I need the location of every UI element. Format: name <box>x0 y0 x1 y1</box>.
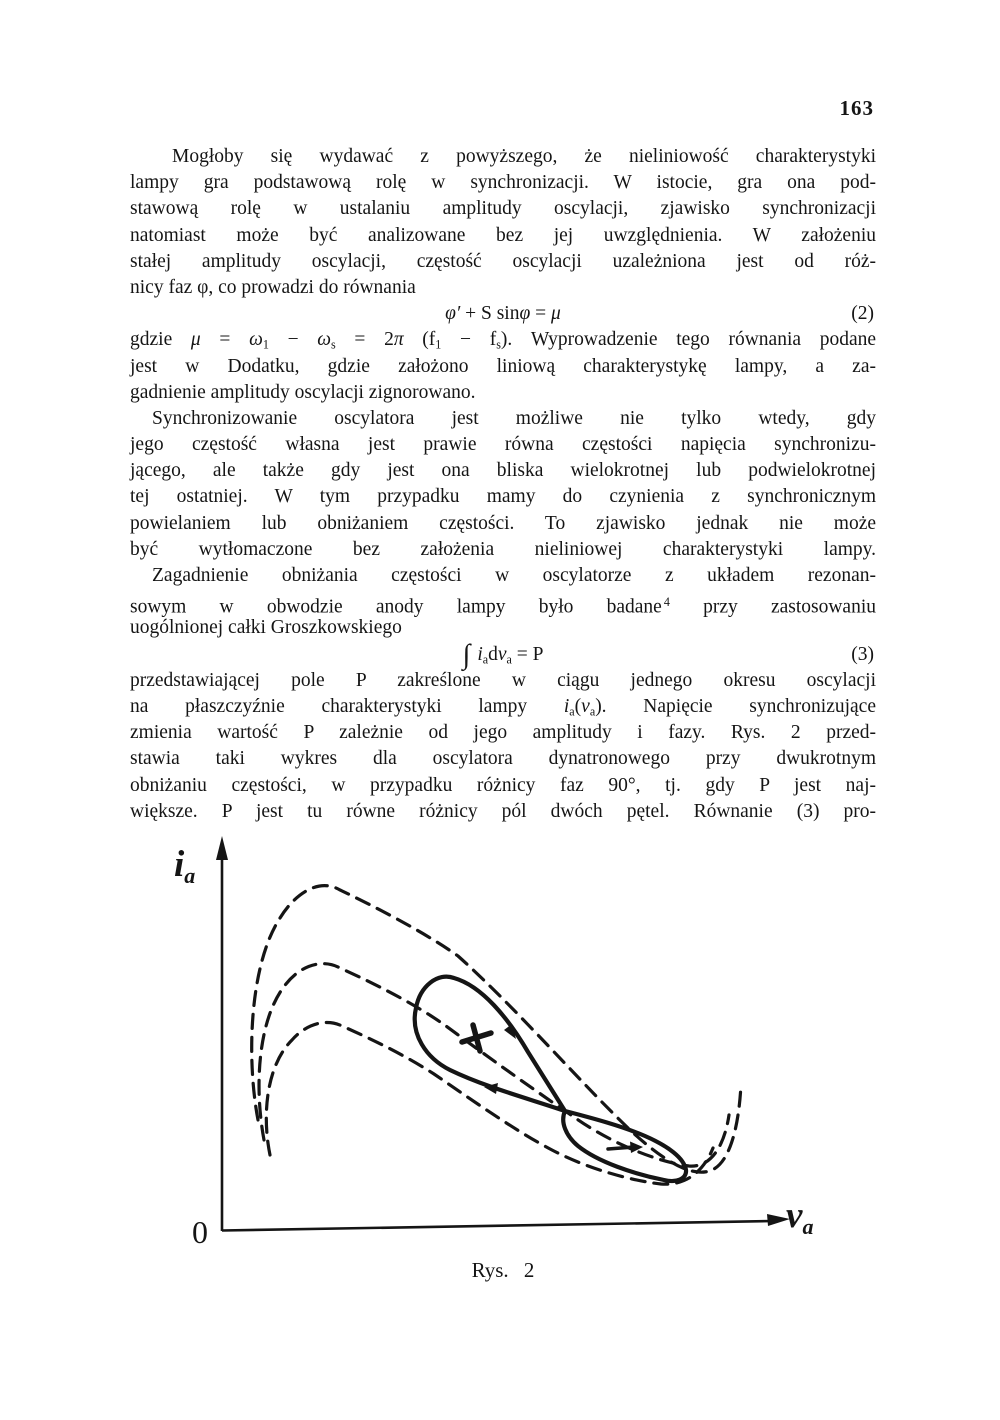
page-number: 163 <box>839 96 874 120</box>
y-axis-arrow-icon <box>216 836 228 860</box>
paragraph-3 <box>130 406 876 563</box>
text-line: stałej amplitudy oscylacji, częstość oscylacji uzależniona jest od róż- <box>130 250 876 272</box>
x-axis <box>222 1221 774 1231</box>
paragraph-2 <box>130 327 876 406</box>
text-line: gdzie μ = ω1 − ωs = 2π (f1 − fs). Wyprowadzenie tego równania podane <box>130 329 876 352</box>
text-line: jest w Dodatku, gdzie założono liniową charakterystykę lampy, a za- <box>130 355 876 377</box>
text-line: sowym w obwodzie anody lampy było badane $^4$ przy zastosowaniu <box>130 595 876 618</box>
y-axis-label: ia <box>174 844 196 888</box>
x-axis-label: va <box>786 1195 814 1239</box>
text-line: natomiast może być analizowane bez jej uwzględnienia. W założeniu <box>130 224 876 246</box>
text-line: gadnienie amplitudy oscylacji zignorowano. <box>130 381 476 403</box>
text-line: tej ostatniej. W tym przypadku mamy do czynienia z synchronicznym <box>130 486 876 508</box>
text-line: zmienia wartość P zależnie od jego amplitudy i fazy. Rys. 2 przed- <box>130 722 876 744</box>
figure-caption: Rys. 2 <box>471 1258 535 1282</box>
equation-2-number: (2) <box>851 303 874 325</box>
text-line: stawową rolę w ustalaniu amplitudy oscylacji, zjawisko synchronizacji <box>130 198 876 220</box>
text-line: obniżaniu częstości, w przypadku różnicy faz 90°, tj. gdy P jest naj- <box>130 774 876 796</box>
text-column <box>130 144 876 825</box>
paragraph-1 <box>130 144 876 301</box>
text-line: uogólnionej całki Groszkowskiego <box>130 617 402 639</box>
origin-label: 0 <box>192 1214 208 1250</box>
text-line: Synchronizowanie oscylatora jest możliwe nie tylko wtedy, gdy <box>152 407 876 429</box>
text-line: powielaniem lub obniżaniem częstości. To zjawisko jednak nie może <box>130 512 876 534</box>
equation-3 <box>130 639 876 671</box>
text-line: przedstawiającej pole P zakreślone w ciągu jednego okresu oscylacji <box>130 669 876 691</box>
paragraph-5 <box>130 668 876 825</box>
text-line: lampy gra podstawową rolę w synchronizacji. W istocie, gra ona pod- <box>130 172 876 194</box>
characteristic-curve-upper <box>252 886 741 1173</box>
equation-3-number: (3) <box>851 643 874 665</box>
center-cross-marker <box>462 1025 491 1051</box>
characteristic-curve-lower <box>266 1022 713 1184</box>
text-line: być wytłomaczone bez założenia nieliniowej charakterystyki lampy. <box>130 538 876 560</box>
figure-plot <box>140 818 900 1250</box>
text-line: Mogłoby się wydawać z powyższego, że nieliniowość charakterystyki <box>172 146 876 167</box>
paragraph-4 <box>130 563 876 642</box>
equation-3-body: ∫ iadva = P <box>462 639 544 671</box>
oscillation-loop-upper <box>415 977 565 1111</box>
text-line: Zagadnienie obniżania częstości w oscylatorze z układem rezonan- <box>152 565 876 586</box>
characteristic-curve-middle <box>259 964 729 1166</box>
text-line: na płaszczyźnie charakterystyki lampy ia(va). Napięcie synchronizujące <box>130 695 876 719</box>
figure-rys-2 <box>140 818 900 1250</box>
equation-2 <box>130 301 876 327</box>
equation-2-body: φ′ + S sinφ = μ <box>445 303 561 325</box>
text-line: większe. P jest tu równe różnicy pól dwóch pętel. Równanie (3) pro- <box>130 800 876 822</box>
text-line: jego częstość własna jest prawie równa częstości napięcia synchronizu- <box>130 434 876 456</box>
text-line: jącego, ale także gdy jest ona bliska wielokrotnej lub podwielokrotnej <box>130 460 876 482</box>
text-line: nicy faz φ, co prowadzi do równania <box>130 276 416 298</box>
text-line: stawia taki wykres dla oscylatora dynatronowego przy dwukrotnym <box>130 748 876 770</box>
